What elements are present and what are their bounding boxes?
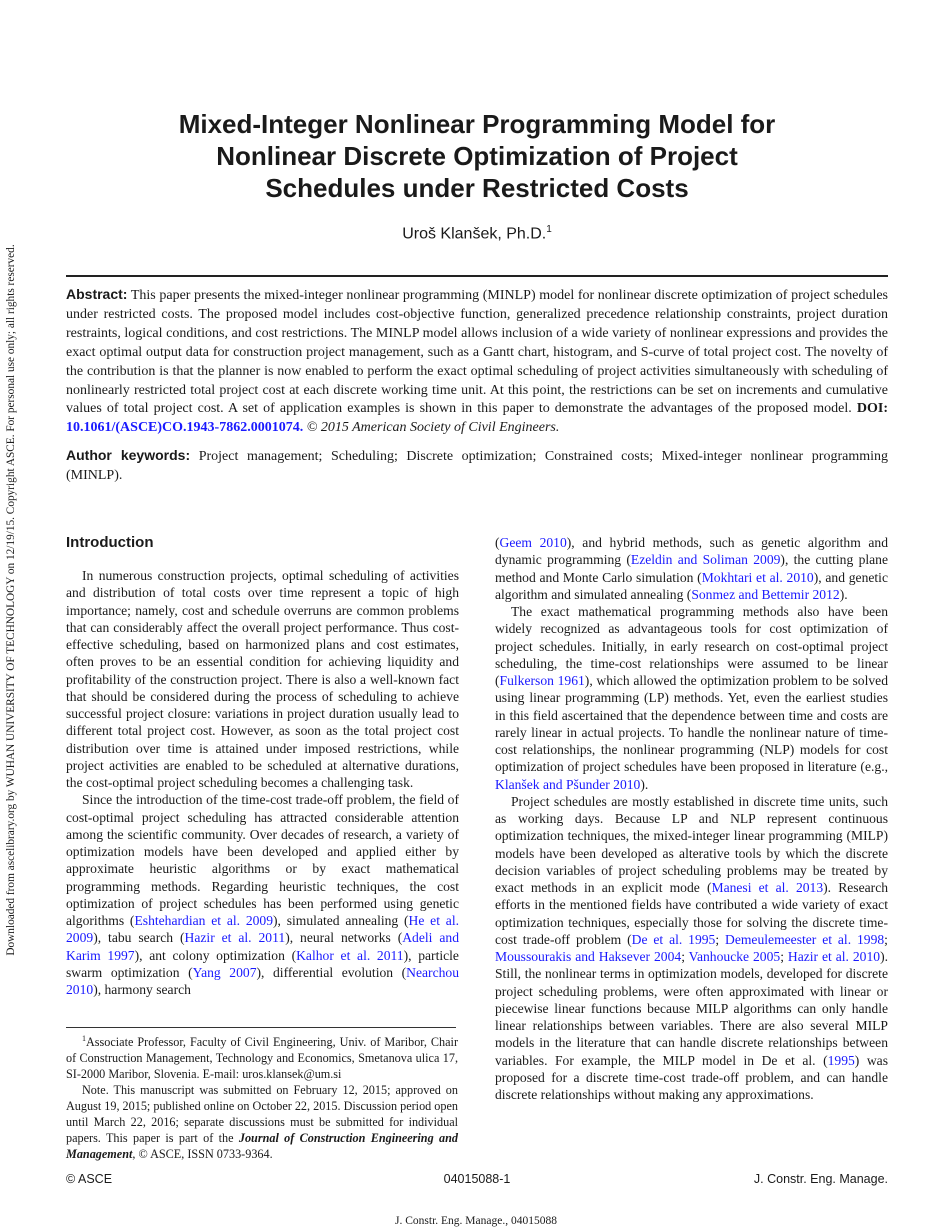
author-footnote-mark: 1 [546,224,552,235]
paragraph-text: ( [495,535,500,550]
right-column [495,534,888,1103]
citation-link[interactable]: Fulkerson 1961 [499,673,585,688]
paragraph-text: ) was proposed for a discrete time-cost trade-off problem, and can handle discrete relationships without making any approximations. [495,1052,888,1102]
footnote-rule [66,1027,456,1028]
paragraph-text: ). Research efforts in the mentioned fields have contributed a wide variety of exact optimization techniques, especially those for solving the discrete time-cost trade-off problem ( [495,880,889,947]
paragraph-text: Project schedules are mostly established in discrete time units, such as working days. Because LP and NLP represent continuous optimization techniques, the mixed-integer linear programming (MILP) models have been developed as alterative tools by which the discrete decision variables of project scheduling problems may be treated by exact methods in an explicit mode ( [495,793,888,895]
footer-publisher: © ASCE [66,1172,113,1186]
header-rule [66,275,888,277]
citation-link[interactable]: Demeulemeester et al. 1998 [725,931,885,947]
paragraph-text: ; [681,949,689,964]
paragraph [66,567,459,791]
paragraph-text: The exact mathematical programming methods also have been widely recognized as advantageous tools for cost optimization of project schedules. Initially, in early research on cost-optimal project scheduling, the time-cost relationships were assumed to be linear ( [495,604,888,688]
citation-link[interactable]: Mokhtari et al. 2010 [701,569,814,585]
citation-link[interactable]: Sonmez and Bettemir 2012 [691,586,840,602]
citation-link[interactable]: Geem 2010 [499,535,567,550]
citation-link[interactable]: Ezeldin and Soliman 2009 [630,552,781,568]
right-body [495,534,888,1103]
abstract-block [66,285,888,494]
note-text: Note. This manuscript was submitted on February 12, 2015; approved on August 19, 2015; published online on October 22, 2015. Discussion period open until March 22, 2016; separate discussions must be submitted for individual papers. This paper is part of the [66,1083,458,1146]
paragraph [495,603,888,793]
affiliation-footnote [66,1031,458,1082]
journal-name: Journal of Construction Engineering and Management [66,1131,458,1162]
citation-link[interactable]: 1995 [827,1052,855,1068]
citation-link[interactable]: Vanhoucke 2005 [688,949,781,964]
paragraph-text: ), and hybrid methods, such as genetic algorithm and dynamic programming ( [495,535,889,568]
left-column [66,534,459,998]
note-text-end: , © ASCE, ISSN 0733-9364. [132,1147,273,1162]
paragraph-text: ). Still, the nonlinear terms in optimization models, developed for discrete project scheduling problems, were often approximated with linear or piecewise linear functions because MILP algorithms can only handle linear relationships between variables. There are also several MILP models in the literature that can handle discrete relationships between variables. For example, the MILP model in De et al. ( [495,949,888,1068]
keywords-label: Author keywords: [66,447,191,464]
bottom-citation: J. Constr. Eng. Manage., 04015088 [395,1215,557,1227]
title-line: Schedules under Restricted Costs [265,173,689,203]
citation-link[interactable]: He et al. 2009 [66,913,459,946]
paragraph [495,534,888,603]
paragraph-text: ), ant colony optimization ( [134,947,297,963]
citation-link[interactable]: Klanšek and Pšunder 2010 [495,776,641,792]
abstract-label: Abstract: [66,286,128,302]
citation-link[interactable]: Adeli and Karim 1997 [66,930,459,963]
citation-link[interactable]: Moussourakis and Haksever 2004 [495,949,682,964]
keywords [66,446,888,486]
citation-link[interactable]: Manesi et al. 2013 [711,880,824,895]
paragraph-text: ), tabu search ( [93,930,185,946]
paragraph-text: Since the introduction of the time-cost trade-off problem, the field of cost-optimal project scheduling has attracted considerable attention among the scientific community. Over decades of research, a variety of optimization models have been developed and applied either by approximate heuristic algorithms or by exact mathematical programming methods. Regarding heuristic techniques, the cost optimization of project schedules has been performed using genetic algorithms ( [66,792,459,928]
citation-link[interactable]: Eshtehardian et al. 2009 [134,913,274,928]
paragraph-text: ), simulated annealing ( [273,913,409,928]
author-line [66,224,888,243]
paragraph [495,793,888,1104]
abstract [66,285,888,438]
left-body [66,567,459,998]
paragraph-text: ), harmony search [93,982,191,997]
paragraph-text: ), the cutting plane method and Monte Carlo simulation ( [495,552,889,585]
footnotes [66,1031,458,1162]
keywords-text: Project management; Scheduling; Discrete optimization; Constrained costs; Mixed-integer nonlinear programming (MINLP). [66,449,888,484]
citation-link[interactable]: Hazir et al. 2010 [787,949,881,964]
paragraph-text: In numerous construction projects, optimal scheduling of activities and distribution of total costs over time represent a topic of high importance; namely, cost and schedule overruns are common problems that can considerably affect the overall project performance. Thus cost-effective scheduling, based on harmonized plans and cost estimates, often proves to be an essential condition for achieving liquidity and profitability of the construction project. There is also a well-known fact that should be considered during the process of scheduling to achieve successful project closure: variations in project duration usually lead to different total project cost. However, as soon as the total project cost distribution over time is attained under imposed restrictions, while project activities are enabled to be scheduled at alternative durations, the cost-optimal project scheduling becomes a challenging task. [66,568,459,790]
title-line: Nonlinear Discrete Optimization of Project [216,141,738,171]
paragraph-text: ), which allowed the optimization problem to be solved using linear programming (LP) methods. Yet, even the earliest studies in this field ascertained that the dependence between time and costs are rarely linear in actual projects. To handle the nonlinear nature of time-cost relationships, the nonlinear programming (NLP) models for cost optimization of project schedules have been proposed in literature (e.g., [495,673,888,775]
title-line: Mixed-Integer Nonlinear Programming Model for [178,109,776,139]
paragraph-text: ; [884,931,888,947]
copyright-notice: © 2015 American Society of Civil Engineers. [306,420,560,436]
paragraph-text: ; [780,949,788,964]
citation-link[interactable]: Yang 2007 [192,964,257,980]
paragraph-text: ), neural networks ( [285,930,403,946]
author-name: Uroš Klanšek, Ph.D. [402,225,547,243]
citation-link[interactable]: De et al. 1995 [631,931,716,947]
section-heading: Introduction [66,534,154,551]
paragraph-text: ). [640,776,649,792]
paragraph-text: ), and genetic algorithm and simulated annealing ( [495,569,888,602]
footnote-mark: 1 [82,1034,86,1043]
footer-journal: J. Constr. Eng. Manage. [753,1172,888,1186]
citation-link[interactable]: Kalhor et al. 2011 [296,947,404,963]
paragraph-text: ; [715,931,725,947]
doi-link[interactable]: 10.1061/(ASCE)CO.1943-7862.0001074. [66,420,304,436]
footer-page-id: 04015088-1 [443,1172,511,1186]
paragraph-text: ), particle swarm optimization ( [66,947,459,980]
paragraph-text: ). [839,586,848,602]
citation-link[interactable]: Hazir et al. 2011 [184,930,286,946]
doi-label: DOI: [856,401,888,417]
abstract-text: This paper presents the mixed-integer nonlinear programming (MINLP) model for nonlinear discrete optimization of project schedules under restricted costs. The proposed model includes cost-objective function, generalized precedence relationship constraints, project duration restraints, logical conditions, and cost restrictions. The MINLP model allows inclusion of a wide variety of nonlinear expressions and provides the exact optimal output data for construction project management, such as a Gantt chart, histogram, and S-curve of total project cost. The novelty of the contribution is that the planner is now enabled to perform the exact optimal scheduling of project activities simultaneously with scheduling of nonlinearly restricted total project cost at each discrete working time unit. At this point, the restrictions can be set on increments and cumulative values of total project cost. A set of application examples is shown in this paper to demonstrate the advantages of the proposed model. [66,288,889,417]
paragraph [66,791,459,998]
affiliation-text: Associate Professor, Faculty of Civil Engineering, Univ. of Maribor, Chair of Construction Management, Technology and Economics, Smetanova ulica 17, SI-2000 Maribor, Slovenia. E-mail: uros.klansek@um.si [66,1035,458,1082]
citation-link[interactable]: Nearchou 2010 [66,964,460,997]
submission-note [66,1082,458,1162]
paper-title [66,108,888,204]
paragraph-text: ), differential evolution ( [256,964,407,980]
download-notice: Downloaded from ascelibrary.org by WUHAN UNIVERSITY OF TECHNOLOGY on 12/19/15. Copyright ASCE. For personal use only; all rights reserved. [5,244,17,956]
